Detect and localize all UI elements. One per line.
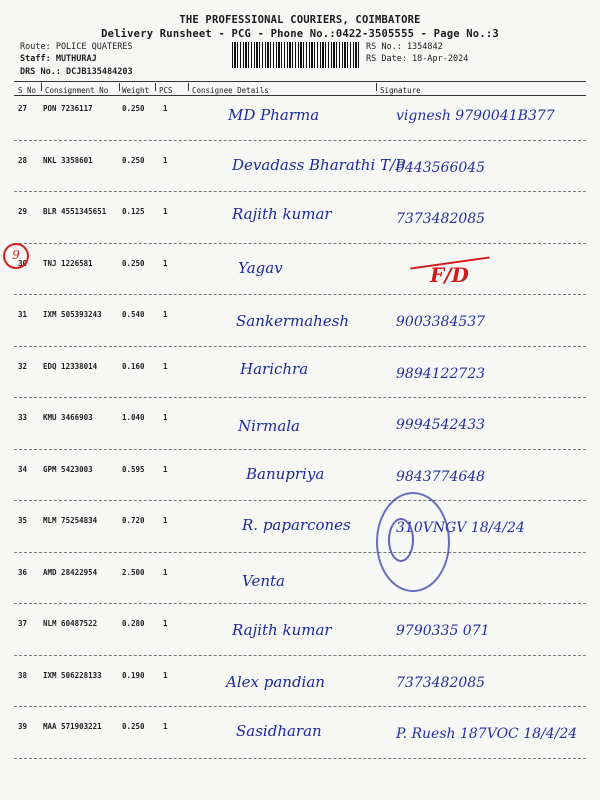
row-weight: 0.540 (122, 310, 145, 319)
route-label: Route: POLICE QUATERES (20, 42, 133, 52)
company-title: THE PROFESSIONAL COURIERS, COIMBATORE (179, 14, 421, 26)
row-pcs: 1 (163, 155, 168, 165)
drs-number: DRS No.: DCJB135484203 (20, 67, 133, 77)
row-weight: 0.250 (122, 104, 145, 113)
row-consignment-no: MLM 75254834 (43, 516, 98, 525)
row-consignment-no: EDQ 12338014 (43, 361, 98, 371)
rs-number: RS No.: 1354842 (366, 42, 443, 52)
row-consignment-no: AMD 28422954 (43, 567, 98, 577)
row-consignment-no: MAA 571903221 (43, 722, 102, 731)
row-consignee-handwritten: R. paparcones (242, 516, 351, 534)
row-weight: 0.280 (122, 619, 145, 628)
row-weight: 0.595 (122, 464, 145, 474)
row-consignee-handwritten: MD Pharma (228, 106, 320, 124)
col-header-consignee: Consignee Details (192, 86, 269, 95)
row-weight: 0.190 (122, 670, 145, 680)
row-pcs: 1 (163, 310, 168, 319)
row-weight: 0.125 (122, 207, 145, 216)
col-divider (376, 83, 377, 91)
row-consignee-handwritten: Nirmala (238, 417, 300, 435)
row-consignee-handwritten: Sasidharan (236, 722, 322, 740)
staff-label: Staff: MUTHURAJ (20, 54, 97, 64)
row-consignment-no: TNJ 1226581 (43, 258, 93, 268)
barcode-image (232, 42, 360, 68)
row-signature: vignesh 9790041B377 (396, 108, 555, 124)
table-top-rule (14, 81, 586, 82)
row-consignment-no: GPM 5423003 (43, 464, 93, 474)
col-divider (155, 83, 156, 91)
row-signature: 9790335 071 (396, 623, 490, 639)
row-separator (14, 603, 586, 604)
row-signature: 7373482085 (396, 211, 486, 227)
row-signature: F/D (430, 262, 469, 287)
row-consignee-handwritten: Banupriya (246, 464, 325, 483)
table-header-rule (14, 95, 586, 96)
row-signature: 9894122723 (396, 365, 486, 382)
col-header-sno: S No (18, 86, 37, 95)
row-pcs: 1 (163, 258, 168, 268)
runsheet-subtitle: Delivery Runsheet - PCG - Phone No.:0422-3505555 - Page No.:3 (101, 28, 499, 40)
rs-date: RS Date: 18-Apr-2024 (366, 54, 469, 64)
row-sno: 36 (18, 567, 28, 577)
row-weight: 0.250 (122, 722, 145, 731)
row-separator (14, 140, 586, 141)
row-separator (14, 397, 586, 398)
row-signature: P. Ruesh 187VOC 18/4/24 (396, 726, 578, 742)
row-separator (14, 552, 586, 553)
row-pcs: 1 (163, 722, 168, 731)
row-weight: 1.040 (122, 413, 145, 422)
row-consignment-no: IXM 506228133 (43, 670, 102, 680)
row-pcs: 1 (163, 207, 168, 216)
circled-mark: 9 (3, 243, 29, 269)
row-pcs: 1 (163, 567, 168, 577)
row-sno: 31 (18, 310, 28, 319)
row-weight: 0.250 (122, 155, 145, 165)
row-sno: 29 (18, 207, 28, 216)
row-consignee-handwritten: Alex pandian (226, 672, 325, 691)
row-separator (14, 706, 586, 707)
row-consignee-handwritten: Venta (242, 571, 285, 590)
row-separator (14, 449, 586, 450)
col-header-weight: Weight (122, 86, 150, 95)
row-weight: 0.720 (122, 516, 145, 525)
row-signature: 9003384537 (396, 314, 486, 330)
row-pcs: 1 (163, 104, 168, 113)
row-sno: 28 (18, 155, 28, 165)
row-sno: 37 (18, 619, 28, 628)
col-header-pcs: PCS (159, 86, 173, 95)
row-consignee-handwritten: Yagav (238, 258, 283, 277)
col-header-signature: Signature (380, 86, 421, 95)
row-signature: 9443566045 (396, 159, 486, 176)
row-separator (14, 346, 586, 347)
row-pcs: 1 (163, 413, 168, 422)
row-consignee-handwritten: Sankermahesh (236, 312, 350, 330)
col-divider (119, 83, 120, 91)
row-separator (14, 500, 586, 501)
row-signature: 9994542433 (396, 417, 486, 433)
row-weight: 0.250 (122, 258, 145, 268)
row-separator (14, 191, 586, 192)
col-divider (41, 83, 42, 91)
row-consignment-no: NKL 3358601 (43, 155, 93, 165)
row-pcs: 1 (163, 361, 168, 371)
row-consignment-no: PON 7236117 (43, 104, 93, 113)
row-sno: 30 (18, 258, 28, 268)
row-signature: 310VNGV 18/4/24 (396, 520, 525, 536)
row-sno: 39 (18, 722, 28, 731)
col-divider (188, 83, 189, 91)
row-consignment-no: BLR 4551345651 (43, 207, 107, 216)
row-pcs: 1 (163, 516, 168, 525)
row-separator (14, 243, 586, 244)
row-pcs: 1 (163, 464, 168, 474)
row-sno: 32 (18, 361, 28, 371)
row-sno: 33 (18, 413, 28, 422)
col-header-consignment: Consignment No (45, 86, 109, 95)
row-consignee-handwritten: Rajith kumar (232, 621, 332, 639)
row-separator (14, 655, 586, 656)
row-sno: 34 (18, 464, 28, 474)
row-weight: 0.160 (122, 361, 145, 371)
row-consignee-handwritten: Harichra (240, 359, 309, 378)
row-signature: 7373482085 (396, 674, 486, 691)
row-sno: 35 (18, 516, 28, 525)
row-consignment-no: NLM 60487522 (43, 619, 98, 628)
row-consignee-handwritten: Rajith kumar (232, 205, 332, 223)
row-sno: 27 (18, 104, 28, 113)
row-weight: 2.500 (122, 567, 145, 577)
row-separator (14, 294, 586, 295)
row-signature: 9843774648 (396, 468, 486, 485)
row-consignment-no: IXM 505393243 (43, 310, 102, 319)
company-seal-center (388, 518, 414, 562)
row-consignee-handwritten: Devadass Bharathi T/P (232, 155, 406, 174)
row-pcs: 1 (163, 670, 168, 680)
row-pcs: 1 (163, 619, 168, 628)
row-consignment-no: KMU 3466903 (43, 413, 93, 422)
row-sno: 38 (18, 670, 28, 680)
row-separator (14, 758, 586, 759)
